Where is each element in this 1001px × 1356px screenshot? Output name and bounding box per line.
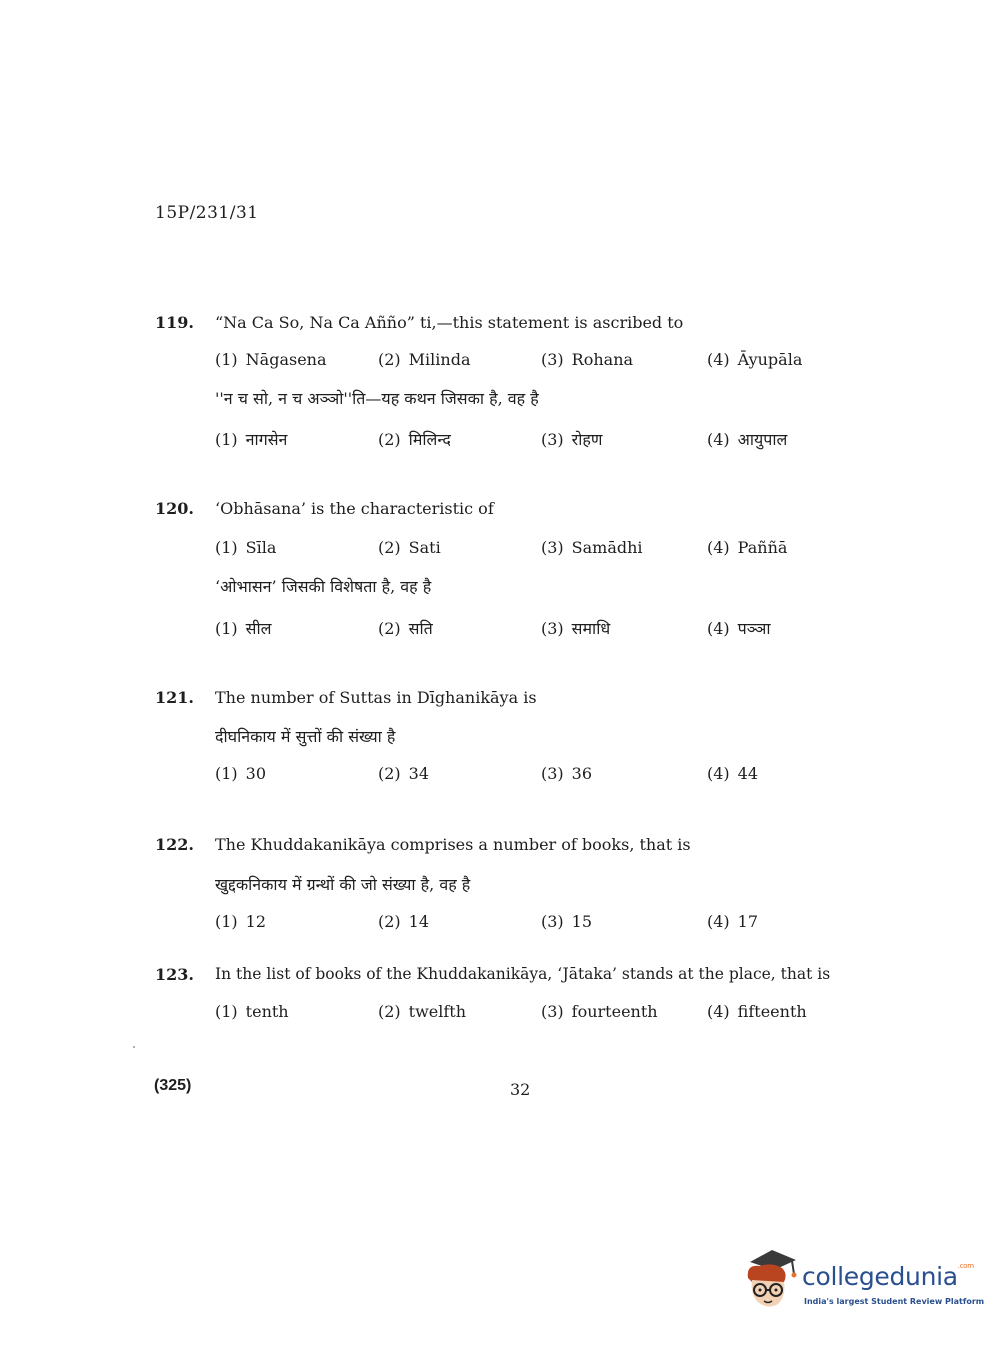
option-2 [378,617,433,639]
option-number: (4) [707,764,730,783]
options-hindi [215,428,895,450]
option-number: (3) [541,764,564,783]
option-number: (4) [707,350,730,369]
option-label: समाधि [571,619,611,638]
question-number: 123. [155,965,194,984]
option-number: (2) [378,350,401,369]
option-label: Nāgasena [245,350,327,369]
option-number: (4) [707,538,730,557]
option-number: (1) [215,764,238,783]
option-number: (3) [541,1002,564,1021]
option-2 [378,350,471,369]
option-number: (1) [215,538,238,557]
logo-wordmark [802,1262,974,1291]
question-text-hindi: ‘ओभासन’ जिसकी विशेषता है, वह है [215,577,432,596]
option-number: (4) [707,912,730,931]
option-label: 34 [408,764,430,783]
option-4 [707,538,787,557]
option-label: सति [408,619,433,638]
option-2 [378,912,429,931]
option-1 [215,538,276,557]
option-4 [707,350,802,369]
option-label: Milinda [408,350,471,369]
option-3 [541,764,592,783]
option-number: (1) [215,350,238,369]
option-3 [541,617,610,639]
question-120 [155,499,895,638]
question-text: “Na Ca So, Na Ca Añño” ti,—this statement is ascribed to [215,313,684,332]
question-122 [155,835,895,931]
option-1 [215,764,266,783]
question-text-hindi: खुद्दकनिकाय में ग्रन्थों की जो संख्या है, वह है [215,875,471,894]
option-1 [215,617,271,639]
option-label: आयुपाल [737,430,788,449]
mascot-icon [742,1248,798,1312]
question-number: 119. [155,313,194,332]
option-label: मिलिन्द [408,430,451,449]
option-number: (2) [378,1002,401,1021]
option-1 [215,350,327,369]
option-number: (3) [541,619,564,638]
option-label: Sati [408,538,441,557]
options [215,912,895,934]
question-number: 121. [155,688,194,707]
option-number: (1) [215,619,238,638]
question-number: 120. [155,499,194,518]
footer-code: (325) [154,1077,192,1094]
option-label: 15 [571,912,593,931]
option-4 [707,617,771,639]
option-1 [215,1002,289,1021]
option-2 [378,428,451,450]
option-label: tenth [245,1002,289,1021]
option-3 [541,912,592,931]
options [215,764,895,786]
scan-speck [133,1046,135,1048]
options-hindi [215,617,895,639]
question-121 [155,688,895,783]
options-english [215,538,895,560]
option-3 [541,538,643,557]
question-text: In the list of books of the Khuddakanikāya, ‘Jātaka’ stands at the place, that is [215,965,831,983]
option-number: (2) [378,912,401,931]
option-number: (3) [541,350,564,369]
option-label: सील [245,619,272,638]
option-4 [707,1002,807,1021]
logo-tagline: India's largest Student Review Platform [804,1297,985,1306]
option-number: (1) [215,430,238,449]
option-2 [378,1002,466,1021]
logo-brand: collegedunia [802,1262,958,1291]
question-119 [155,313,895,449]
option-4 [707,912,758,931]
option-label: 36 [571,764,593,783]
question-text-hindi: ''न च सो, न च अञ्ञो''ति—यह कथन जिसका है, वह है [215,389,539,408]
watermark-logo [742,1248,985,1313]
options [215,1002,895,1024]
option-number: (2) [378,764,401,783]
option-2 [378,538,441,557]
option-3 [541,350,633,369]
option-label: 17 [737,912,759,931]
question-text-hindi: दीघनिकाय में सुत्तों की संख्या है [215,727,396,746]
option-number: (4) [707,430,730,449]
page-number: 32 [510,1080,531,1099]
option-number: (3) [541,538,564,557]
question-123 [155,965,895,1021]
question-text: The Khuddakanikāya comprises a number of books, that is [215,835,691,854]
option-number: (4) [707,619,730,638]
option-label: पञ्ञा [737,619,771,638]
option-label: twelfth [408,1002,467,1021]
option-4 [707,764,758,783]
option-number: (3) [541,430,564,449]
option-label: fifteenth [737,1002,807,1021]
option-number: (1) [215,1002,238,1021]
question-text: The number of Suttas in Dīghanikāya is [215,688,537,707]
option-number: (3) [541,912,564,931]
option-number: (1) [215,912,238,931]
option-2 [378,764,429,783]
logo-suffix: .com [957,1262,974,1270]
question-number: 122. [155,835,194,854]
option-1 [215,428,287,450]
option-label: रोहण [571,430,603,449]
option-number: (2) [378,430,401,449]
option-label: Āyupāla [737,350,803,369]
option-label: Rohana [571,350,634,369]
option-4 [707,428,787,450]
option-label: Paññā [737,538,788,557]
option-label: 14 [408,912,430,931]
option-label: Sīla [245,538,277,557]
option-3 [541,1002,658,1021]
option-label: 30 [245,764,267,783]
option-label: fourteenth [571,1002,658,1021]
option-number: (2) [378,619,401,638]
options-english [215,350,895,372]
page-code: 15P/231/31 [155,203,259,223]
question-text: ‘Obhāsana’ is the characteristic of [215,499,494,518]
option-1 [215,912,266,931]
option-label: 12 [245,912,267,931]
option-label: 44 [737,764,759,783]
option-label: नागसेन [245,430,288,449]
option-number: (2) [378,538,401,557]
option-number: (4) [707,1002,730,1021]
option-label: Samādhi [571,538,643,557]
option-3 [541,428,602,450]
